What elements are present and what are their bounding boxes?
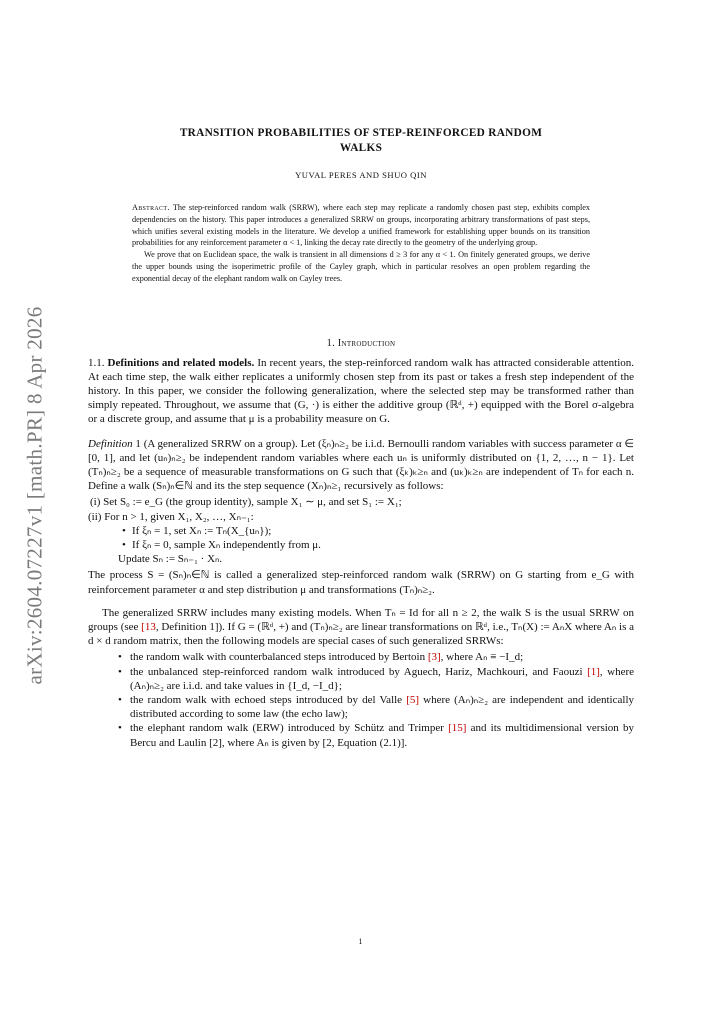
body [88,356,634,750]
list-item-text: the random walk with echoed steps introduced by del Valle [130,694,407,707]
models-paragraph [88,606,634,649]
list-item [88,650,634,664]
abstract-label: Abstract. [132,203,170,212]
arxiv-identifier-text: arXiv:2604.07227v1 [math.PR] 8 Apr 2026 [22,305,47,685]
process-paragraph: The process S = (Sₙ)ₙ∈ℕ is called a generalized step-reinforced random walk (SRRW) on G starting from e_G with reinforcement parameter α and step distribution μ and transformations (Tₙ)ₙ≥₂. [88,569,634,596]
definition-paragraph [88,437,634,494]
list-item [88,721,634,749]
subsection-number: 1.1. [88,356,105,369]
paper-title [88,126,634,156]
subsection-text: In recent years, the step-reinforced random walk has attracted considerable attention. At each time step, the walk either replicates a uniformly chosen step from its past or takes a fresh step independent of the history. In this paper, we consider the following generalization, where the selected step may be transformed rather than simply repeated. Throughout, we assume that (G, ·) is either the additive group (ℝᵈ, +) equipped with the Borel σ-algebra or a discrete group, and assume that μ is a probability measure on G. [88,356,635,426]
reference-link[interactable]: [1] [587,665,600,678]
list-item-text: the unbalanced step-reinforced random walk introduced by Aguech, Hariz, Machkouri, and Faouzi [130,665,588,678]
title-line-2: WALKS [339,142,383,154]
definition-number: 1 [135,437,141,450]
section-heading [88,338,634,349]
definition-label: Definition [88,437,133,450]
subsection-title: Definitions and related models. [107,356,255,369]
list-item-text: the elephant random walk (ERW) introduced by Schütz and Trimper [130,722,449,735]
list-item [88,693,634,721]
definition-steps [88,495,634,566]
section-number: 1. [326,337,335,349]
models-list [88,650,634,749]
definition-update: Update Sₙ := Sₙ₋₁ · Xₙ. [118,553,223,566]
arxiv-identifier [18,290,52,700]
abstract-paragraph-2: We prove that on Euclidean space, the walk is transient in all dimensions d ≥ 3 for any α < 1. On finitely generated groups, we derive the upper bounds using the isoperimetric profile of the Cayley graph, which in particular resolves an open problem regarding the exponential decay of the elephant random walk on Cayley trees. [132,250,590,283]
authors: YUVAL PERES AND SHUO QIN [295,170,427,180]
reference-link-13[interactable]: [13 [141,621,156,634]
definition-item-1: (i) Set S₀ := e_G (the group identity), sample X₁ ∼ μ, and set S₁ := X₁; [90,496,402,509]
models-text-b: , Definition 1]). If G = (ℝᵈ, +) and (Tₙ)ₙ≥₂ are linear transformations on ℝᵈ, i.e., Tₙ(X) := AₙX where Aₙ is a d × d random matrix, then the following models are special cases of such generalized SRRWs: [88,621,634,648]
paper-page [88,126,634,750]
title-line-1: TRANSITION PROBABILITIES OF STEP-REINFORCED RANDOM [179,127,543,139]
list-item-text: and its multidimensional version by Bercu and Laulin [2], where Aₙ is given by [2, Equation (2.1)]. [130,722,634,749]
definition-subitem-2: • If ξₙ = 0, sample Xₙ independently from μ. [88,538,634,552]
reference-link[interactable]: [5] [406,694,420,707]
models-text-a: The generalized SRRW includes many existing models. When Tₙ = Id for all n ≥ 2, the walk S is the usual SRRW on groups (see [88,606,634,634]
subsection-paragraph [88,356,634,427]
definition-subitem-1: • If ξₙ = 1, set Xₙ := Tₙ(X_{uₙ}); [88,524,634,538]
abstract-text-1: The step-reinforced random walk (SRRW), where each step may replicate a randomly chosen past step, exhibits complex dependencies on the history. This paper introduces a generalized SRRW on groups, incorporating arbitrary transformations of past steps, which unifies several existing models in the literature. We develop a unified framework for establishing upper bounds on its transition probabilities for any reinforcement parameter α < 1, linking the decay rate directly to the geometry of the underlying group. [132,203,590,248]
list-item-text: where (Aₙ)ₙ≥₂ are independent and identically distributed according to some law (the echo law); [130,694,634,721]
list-item-text: , where Aₙ ≡ −I_d; [440,651,524,664]
reference-link[interactable]: [3] [427,651,441,664]
abstract-paragraph-1 [132,202,590,249]
section-title: Introduction [337,337,396,349]
page-number: 1 [358,937,363,946]
list-item [88,665,634,693]
definition-text: (A generalized SRRW on a group). Let (ξₙ)ₙ≥₂ be i.i.d. Bernoulli random variables with success parameter α ∈ [0, 1], and let (uₙ)ₙ≥₂ be independent random variables where each uₙ is uniformly distributed on {1, 2, …, n − 1}. Let (Tₙ)ₙ≥₂ be a sequence of measurable transformations on G such that (ξₖ)ₖ≥ₙ and (uₖ)ₖ≥ₙ are independent of Tₙ for each n. Define a walk (Sₙ)ₙ∈ℕ and its the step sequence (Xₙ)ₙ≥₁ recursively as follows: [88,437,635,493]
reference-link[interactable]: [15] [448,722,467,735]
abstract [132,202,590,285]
list-item-text: , where (Aₙ)ₙ≥₂ are i.i.d. and take values in {I_d, −I_d}; [130,665,634,692]
list-item-text: the random walk with counterbalanced steps introduced by Bertoin [130,651,428,664]
definition-item-2: (ii) For n > 1, given X₁, X₂, …, Xₙ₋₁: [88,510,254,523]
